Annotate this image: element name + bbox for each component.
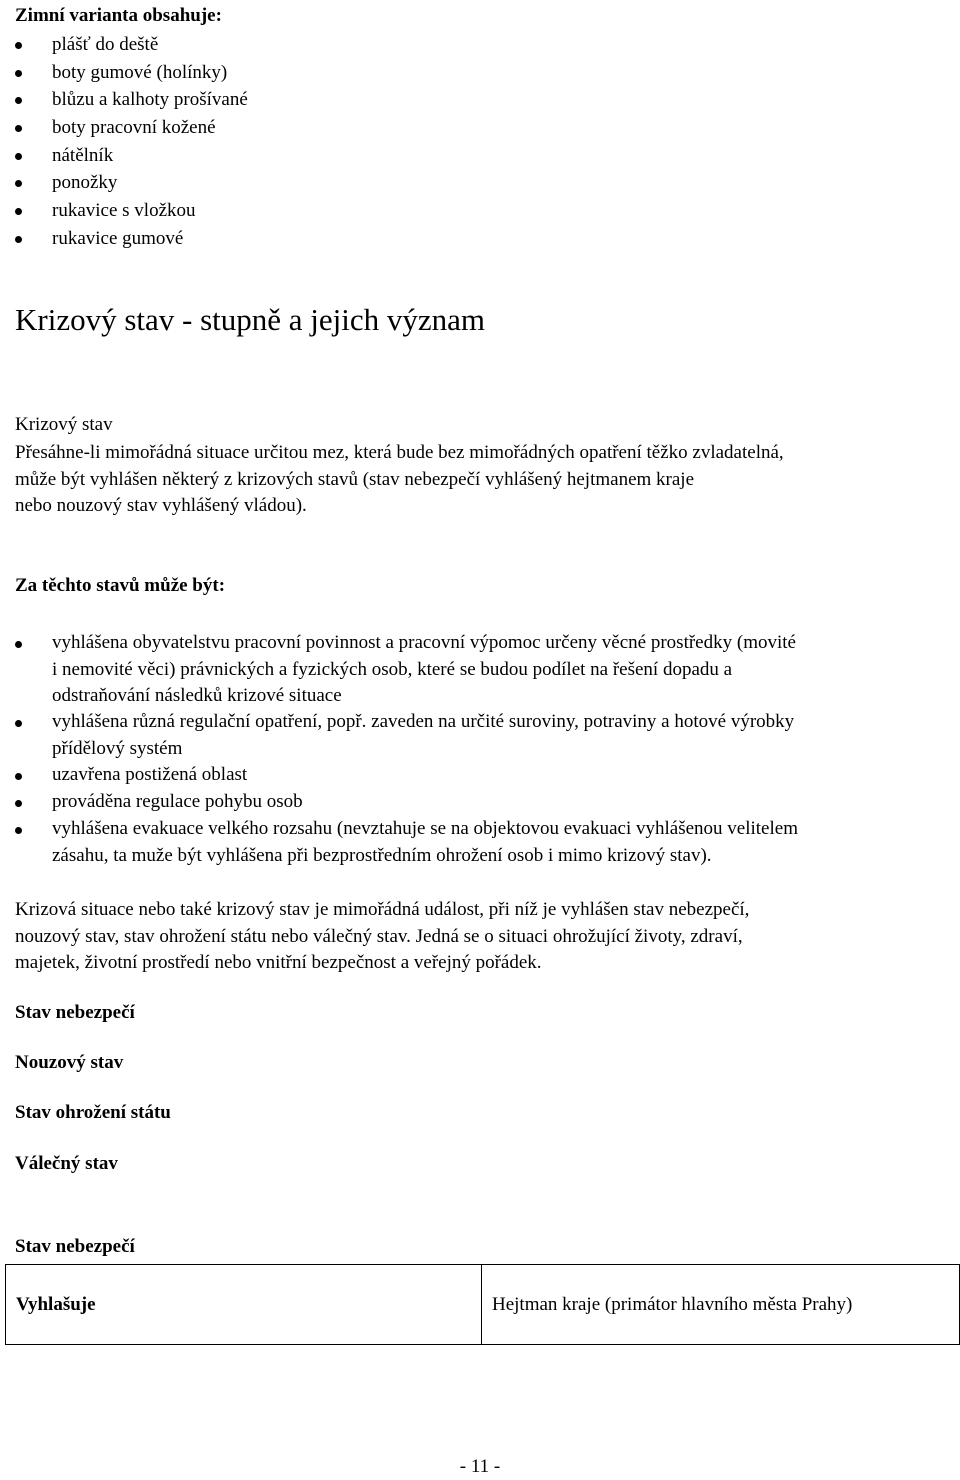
list-item: boty pracovní kožené — [0, 114, 960, 142]
list-item: rukavice s vložkou — [0, 197, 960, 225]
bullet-icon — [15, 800, 22, 807]
list-item: boty gumové (holínky) — [0, 59, 960, 87]
winter-variant-list — [0, 31, 960, 253]
bullet-icon — [15, 97, 22, 104]
list-item: ponožky — [0, 169, 960, 197]
bullet-icon — [15, 236, 22, 243]
bullet-icon — [15, 208, 22, 215]
list-item: nátělník — [0, 142, 960, 170]
stav-nebezpeci-heading: Stav nebezpečí — [15, 1236, 135, 1257]
state-heading-stav-ohrozeni-statu: Stav ohrožení státu — [15, 1102, 171, 1123]
state-heading-valecny-stav: Válečný stav — [15, 1153, 118, 1174]
page-number: - 11 - — [459, 1456, 501, 1477]
bullet-icon — [15, 125, 22, 132]
list-item: blůzu a kalhoty prošívané — [0, 86, 960, 114]
page-title: Krizový stav - stupně a jejich význam — [15, 302, 486, 337]
list-item: plášť do deště — [0, 31, 960, 59]
list-item: prováděna regulace pohybu osob — [0, 789, 960, 816]
list-item: uzavřena postižená oblast — [0, 762, 960, 789]
bullet-icon — [15, 773, 22, 780]
krizovy-stav-heading: Krizový stav — [15, 414, 113, 435]
effects-list — [0, 630, 960, 869]
bullet-icon — [15, 180, 22, 187]
bullet-icon — [15, 153, 22, 160]
state-heading-stav-nebezpeci: Stav nebezpečí — [15, 1002, 135, 1023]
bullet-icon — [15, 720, 22, 727]
effects-heading: Za těchto stavů může být: — [15, 575, 226, 596]
table-cell-value: Hejtman kraje (primátor hlavního města Prahy) — [482, 1265, 960, 1345]
krizovy-stav-paragraph: Přesáhne-li mimořádná situace určitou mez, která bude bez mimořádných opatření těžko zvladatelná, může být vyhlášen některý z krizových stavů (stav nebezpečí vyhlášený hejtmanem kraje nebo nouzový stav vyhlášený vládou). — [15, 442, 784, 516]
table-cell-label: Vyhlašuje — [6, 1265, 482, 1345]
table-row — [6, 1265, 960, 1345]
bullet-icon — [15, 641, 22, 648]
stav-nebezpeci-table — [5, 1264, 960, 1345]
bullet-icon — [15, 827, 22, 834]
list-item: vyhlášena obyvatelstvu pracovní povinnost a pracovní výpomoc určeny věcné prostředky (movité i nemovité věci) právnických a fyzických osob, které se budou podílet na řešení dopadu a odstraňování následků krizové situace — [0, 630, 960, 709]
krizova-situace-paragraph: Krizová situace nebo také krizový stav je mimořádná událost, při níž je vyhlášen stav nebezpečí, nouzový stav, stav ohrožení státu nebo válečný stav. Jedná se o situaci ohrožující životy, zdraví, majetek, životní prostředí nebo vnitřní bezpečnost a veřejný pořádek. — [15, 899, 750, 973]
list-item: vyhlášena různá regulační opatření, popř. zaveden na určité suroviny, potraviny a hotové výrobky přídělový systém — [0, 709, 960, 762]
list-item: rukavice gumové — [0, 225, 960, 253]
winter-variant-heading: Zimní varianta obsahuje: — [15, 5, 222, 26]
state-heading-nouzovy-stav: Nouzový stav — [15, 1052, 124, 1073]
bullet-icon — [15, 42, 22, 49]
list-item: vyhlášena evakuace velkého rozsahu (nevztahuje se na objektovou evakuaci vyhlášenou velitelem zásahu, ta muže být vyhlášena při bezprostředním ohrožení osob i mimo krizový stav). — [0, 816, 960, 869]
bullet-icon — [15, 70, 22, 77]
